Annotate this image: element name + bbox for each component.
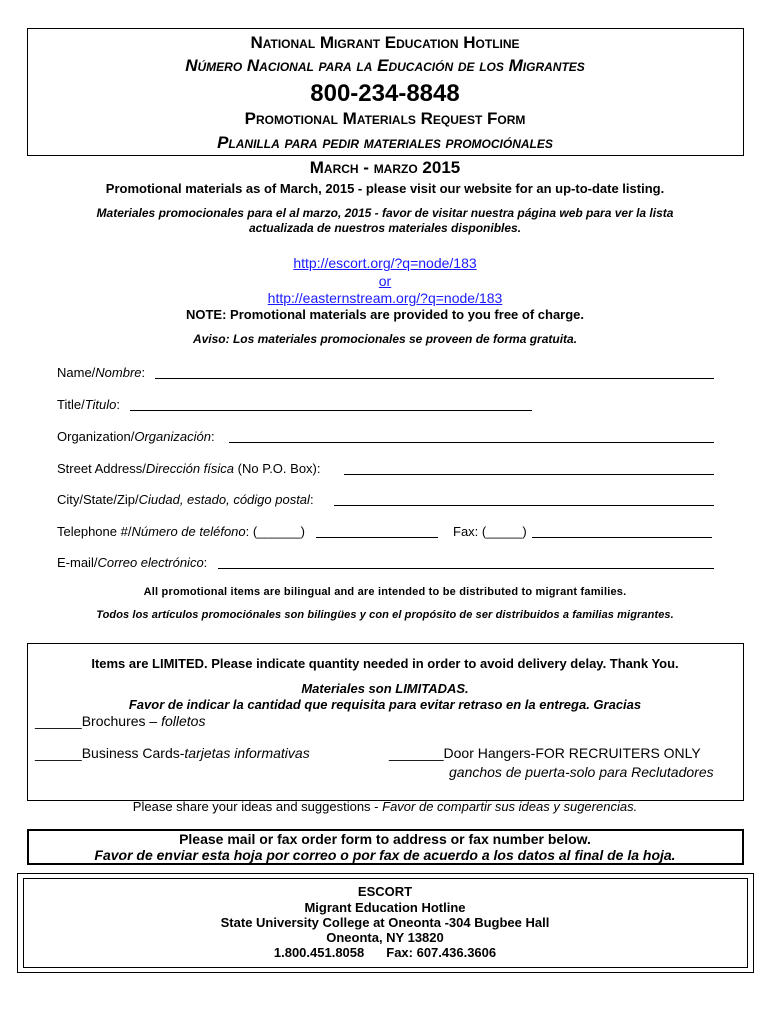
business-cards-item: ______Business Cards-tarjetas informativas xyxy=(35,745,310,761)
link-easternstream[interactable]: http://easternstream.org/?q=node/183 xyxy=(267,290,503,306)
header-phone: 800-234-8848 xyxy=(310,80,460,107)
bilingual-es: Todos los artículos promociónales son bilingües y con el propósito de ser distribuidos a familias migrantes. xyxy=(96,609,674,621)
name-label: Name/Nombre: xyxy=(57,365,146,380)
fax-field[interactable] xyxy=(532,537,712,538)
date-month-es: marzo xyxy=(373,158,418,177)
brochures-item: ______Brochures – folletos xyxy=(35,713,206,729)
items-limited-en: Items are LIMITED. Please indicate quantity needed in order to avoid delivery delay. Thank You. xyxy=(91,656,679,671)
telephone-field[interactable] xyxy=(316,537,438,538)
intro-en: Promotional materials as of March, 2015 - please visit our website for an up-to-date listing. xyxy=(105,181,665,196)
city-state-zip-field[interactable] xyxy=(334,505,714,506)
note-es: Aviso: Los materiales promocionales se proveen de forma gratuita. xyxy=(192,332,578,346)
date-separator: - xyxy=(358,158,374,177)
intro-es-line1: Materiales promocionales para el al marzo, 2015 - favor de visitar nuestra página web para ver la lista xyxy=(96,206,674,220)
door-hangers-qty-field[interactable]: _______ xyxy=(389,745,444,761)
items-limited-es1: Materiales son LIMITADAS. xyxy=(301,681,469,696)
street-address-field[interactable] xyxy=(344,474,714,475)
address-fax: Fax: 607.436.3606 xyxy=(386,945,497,960)
organization-label: Organization/Organización: xyxy=(57,429,215,444)
business-cards-qty-field[interactable]: ______ xyxy=(35,745,82,761)
address-org: ESCORT xyxy=(357,884,413,899)
intro-es-line2: actualizada de nuestros materiales disponibles. xyxy=(248,221,522,235)
note-en: NOTE: Promotional materials are provided to you free of charge. xyxy=(185,307,585,322)
title-label: Title/Titulo: xyxy=(57,397,121,412)
address-street: State University College at Oneonta -304 Bugbee Hall xyxy=(220,915,550,930)
items-limited-es2: Favor de indicar la cantidad que requisita para evitar retraso en la entrega. Gracias xyxy=(128,697,642,712)
organization-field[interactable] xyxy=(229,442,714,443)
share-ideas: Please share your ideas and suggestions - Favor de compartir sus ideas y sugerencias. xyxy=(132,799,638,814)
mail-es: Favor de enviar esta hoja por correo o por fax de acuerdo a los datos al final de la hoja. xyxy=(94,847,676,863)
form-title-en: Promotional Materials Request Form xyxy=(244,109,526,128)
brochures-qty-field[interactable]: ______ xyxy=(35,713,82,729)
door-hangers-es: ganchos de puerta-solo para Reclutadores xyxy=(449,764,714,780)
link-or: or xyxy=(378,273,392,289)
form-date xyxy=(0,158,770,178)
address-contact xyxy=(0,945,770,960)
date-year: 2015 xyxy=(417,158,461,177)
street-address-label: Street Address/Dirección física (No P.O. Box): xyxy=(57,461,321,476)
telephone-label: Telephone #/Número de teléfono: (______) xyxy=(57,524,305,539)
city-state-zip-label: City/State/Zip/Ciudad, estado, código postal: xyxy=(57,492,314,507)
fax-label: Fax: (_____) xyxy=(453,524,527,539)
date-month-en: March xyxy=(309,158,359,177)
header-title-es: Número Nacional para la Educación de los Migrantes xyxy=(185,56,585,75)
bilingual-en: All promotional items are bilingual and are intended to be distributed to migrant families. xyxy=(143,586,627,598)
link-escort[interactable]: http://escort.org/?q=node/183 xyxy=(293,255,477,271)
form-title-es: Planilla para pedir materiales promociónales xyxy=(217,133,553,152)
address-phone: 1.800.451.8058 xyxy=(273,945,365,960)
title-field[interactable] xyxy=(130,410,532,411)
address-city: Oneonta, NY 13820 xyxy=(326,930,444,945)
name-field[interactable] xyxy=(155,378,714,379)
email-field[interactable] xyxy=(218,568,714,569)
door-hangers-item: _______Door Hangers-FOR RECRUITERS ONLY xyxy=(389,745,701,761)
header-title-en: National Migrant Education Hotline xyxy=(250,33,520,52)
email-label: E-mail/Correo electrónico: xyxy=(57,555,208,570)
link-escort-wrap xyxy=(0,255,770,271)
address-name: Migrant Education Hotline xyxy=(304,900,466,915)
link-easternstream-wrap xyxy=(0,290,770,306)
mail-en: Please mail or fax order form to address or fax number below. xyxy=(179,831,591,847)
link-or-wrap xyxy=(0,273,770,289)
